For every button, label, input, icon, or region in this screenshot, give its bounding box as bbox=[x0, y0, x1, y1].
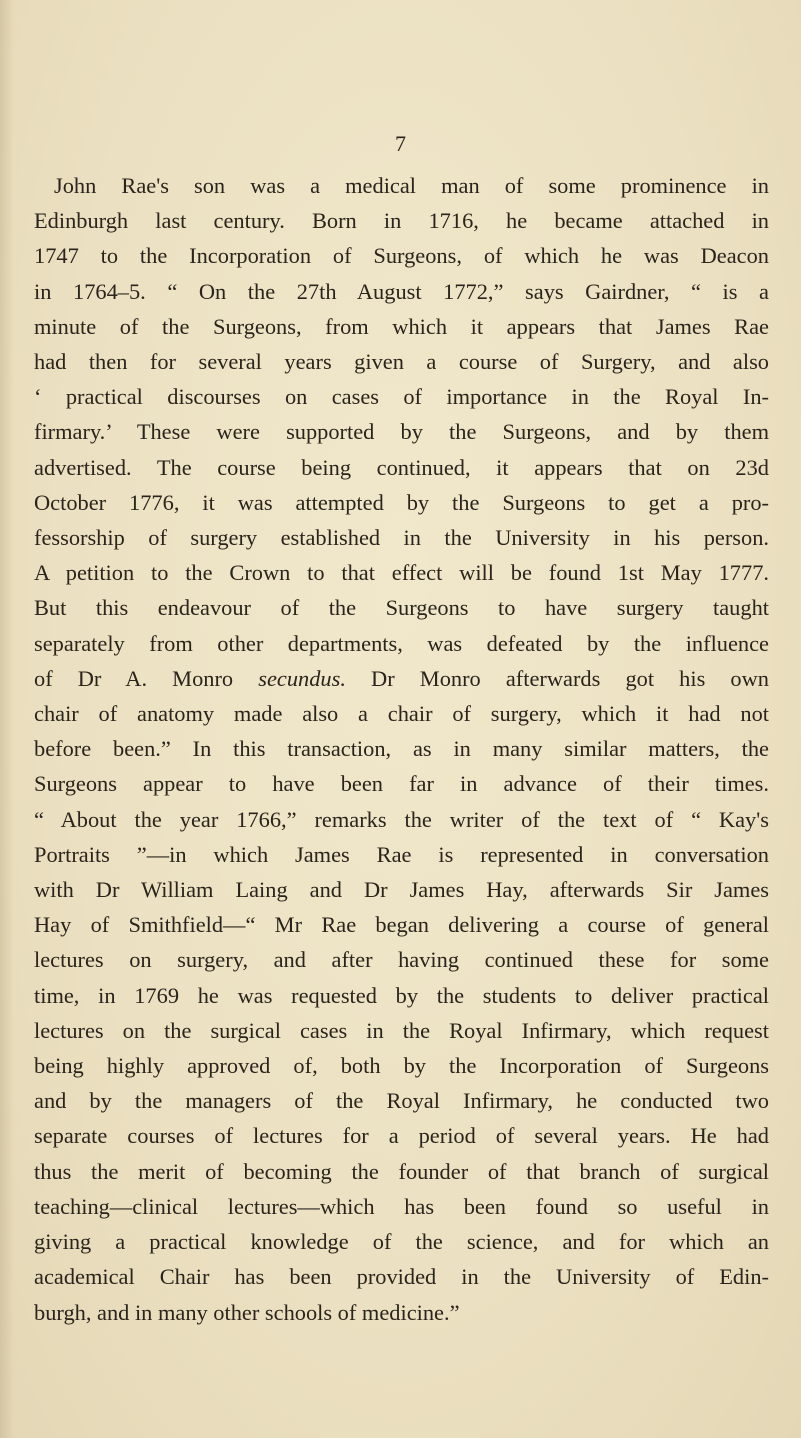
text-line: “ About the year 1766,” remarks the writer of the text of “ Kay's bbox=[34, 806, 769, 832]
text-line: Hay of Smithfield—“ Mr Rae began delivering a course of general bbox=[34, 912, 769, 938]
text-line: separately from other departments, was defeated by the influence bbox=[34, 630, 769, 656]
text-line: before been.” In this transaction, as in many similar matters, the bbox=[34, 736, 769, 762]
text-line: firmary.’ These were supported by the Surgeons, and by them bbox=[34, 419, 769, 445]
text-line: Surgeons appear to have been far in advance of their times. bbox=[34, 771, 769, 797]
text-line: time, in 1769 he was requested by the students to deliver practical bbox=[34, 982, 769, 1008]
text-line: being highly approved of, both by the Incorporation of Surgeons bbox=[34, 1053, 769, 1079]
text-line: in 1764–5. “ On the 27th August 1772,” says Gairdner, “ is a bbox=[34, 278, 769, 304]
text-segment: Dr Monro afterwards got his own bbox=[371, 665, 769, 691]
text-line: giving a practical knowledge of the science, and for which an bbox=[34, 1229, 769, 1255]
page-number: 7 bbox=[395, 131, 406, 156]
text-line: separate courses of lectures for a period of several years. He had bbox=[34, 1123, 769, 1149]
text-line: lectures on the surgical cases in the Royal Infirmary, which request bbox=[34, 1017, 769, 1043]
text-segment: of Dr A. Monro bbox=[34, 665, 234, 691]
text-line: thus the merit of becoming the founder of that branch of surgical bbox=[34, 1158, 769, 1184]
text-line: advertised. The course being continued, it appears that on 23d bbox=[34, 454, 769, 480]
text-line: John Rae's son was a medical man of some prominence in bbox=[54, 173, 769, 198]
text-line-with-italic bbox=[34, 661, 769, 696]
italic-word: secundus. bbox=[258, 665, 346, 691]
text-line: chair of anatomy made also a chair of surgery, which it had not bbox=[34, 701, 769, 727]
text-line: ‘ practical discourses on cases of importance in the Royal In- bbox=[34, 384, 769, 410]
text-line: teaching—clinical lectures—which has been found so useful in bbox=[34, 1193, 769, 1219]
text-line: Edinburgh last century. Born in 1716, he became attached in bbox=[34, 208, 769, 234]
text-line: lectures on surgery, and after having continued these for some bbox=[34, 947, 769, 973]
text-line: academical Chair has been provided in the University of Edin- bbox=[34, 1264, 769, 1290]
text-line: had then for several years given a course of Surgery, and also bbox=[34, 349, 769, 375]
text-line: But this endeavour of the Surgeons to have surgery taught bbox=[34, 595, 769, 621]
text-line-final: burgh, and in many other schools of medicine.” bbox=[34, 1299, 460, 1325]
text-line: with Dr William Laing and Dr James Hay, afterwards Sir James bbox=[34, 877, 769, 903]
page-edge-shadow bbox=[0, 0, 14, 1438]
text-line: October 1776, it was attempted by the Surgeons to get a pro- bbox=[34, 489, 769, 515]
body-paragraph bbox=[34, 168, 769, 1330]
text-line: and by the managers of the Royal Infirmary, he conducted two bbox=[34, 1088, 769, 1114]
text-line: minute of the Surgeons, from which it appears that James Rae bbox=[34, 313, 769, 339]
text-line: fessorship of surgery established in the University in his person. bbox=[34, 525, 769, 551]
text-line: A petition to the Crown to that effect will be found 1st May 1777. bbox=[34, 560, 769, 586]
text-line: Portraits ”—in which James Rae is represented in conversation bbox=[34, 841, 769, 867]
text-line: 1747 to the Incorporation of Surgeons, of which he was Deacon bbox=[34, 243, 769, 269]
